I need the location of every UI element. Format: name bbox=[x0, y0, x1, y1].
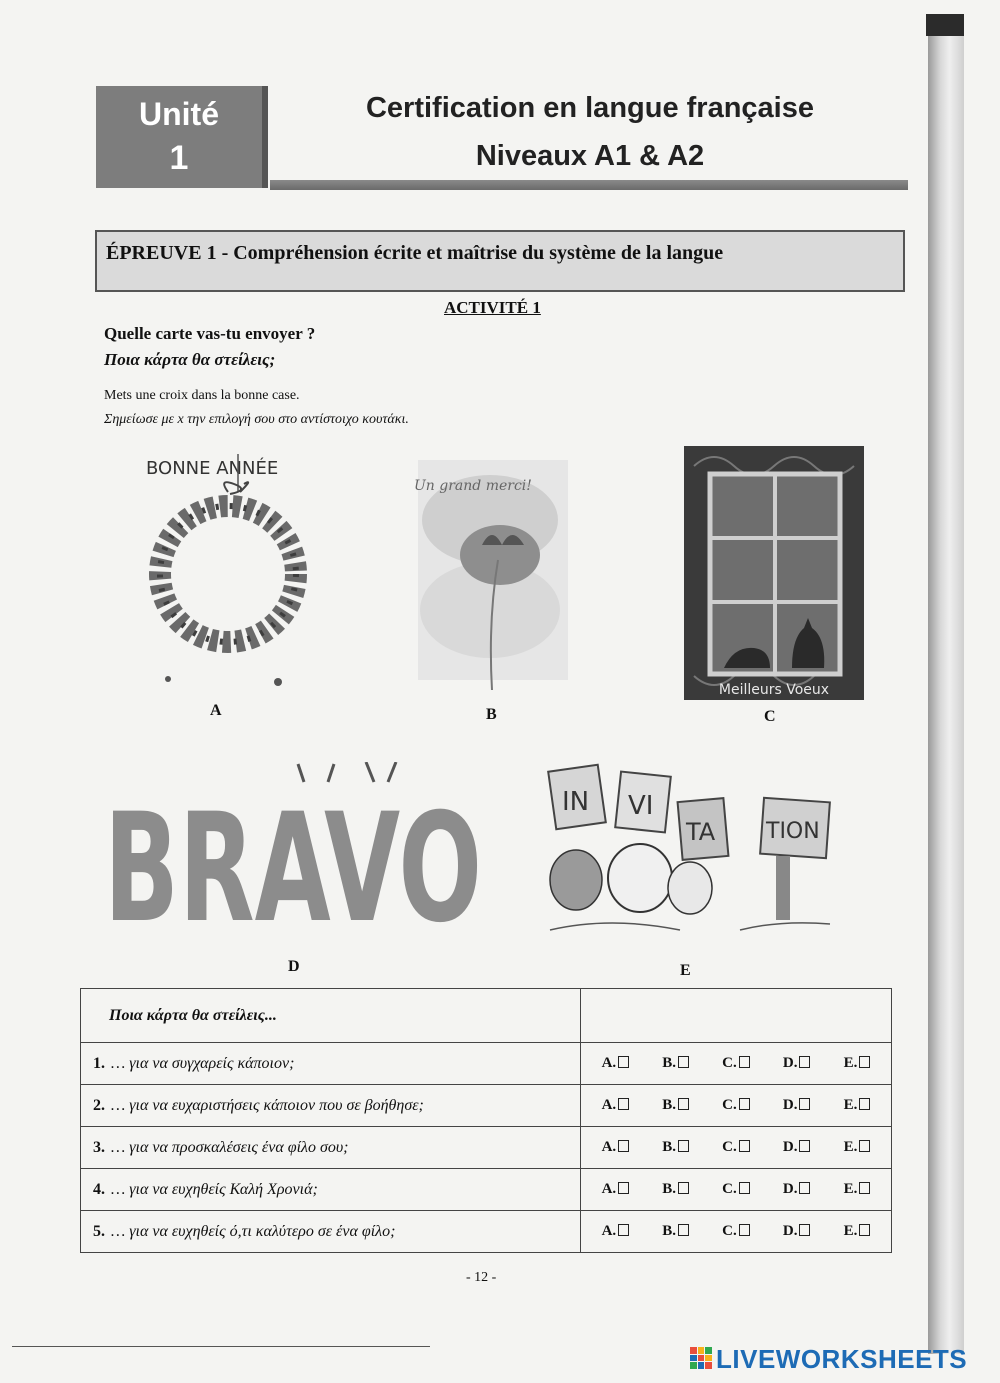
card-a-caption: BONNE ANNÉE bbox=[146, 458, 279, 479]
question-greek: Ποια κάρτα θα στείλεις; bbox=[104, 350, 276, 369]
card-e-part-2: VI bbox=[628, 791, 654, 821]
instruction-french: Mets une croix dans la bonne case. bbox=[104, 388, 300, 403]
option-c-checkbox[interactable]: C. bbox=[722, 1139, 750, 1156]
table-row bbox=[81, 1169, 892, 1211]
question-french: Quelle carte vas-tu envoyer ? bbox=[104, 324, 316, 343]
row-question: … για να προσκαλέσεις ένα φίλο σου; bbox=[111, 1138, 349, 1156]
unit-word: Unité bbox=[139, 96, 219, 132]
liveworksheets-brand[interactable]: LIVEWORKSHEETS bbox=[716, 1344, 968, 1374]
table-header-empty bbox=[581, 989, 892, 1043]
option-c-checkbox[interactable]: C. bbox=[722, 1181, 750, 1198]
question-cell bbox=[81, 1085, 581, 1127]
table-header: Ποια κάρτα θα στείλεις... bbox=[81, 989, 581, 1043]
title-rule bbox=[270, 180, 908, 190]
row-question: … για να ευχαριστήσεις κάποιον που σε βοήθησε; bbox=[111, 1096, 424, 1114]
table-row bbox=[81, 1085, 892, 1127]
card-d-image bbox=[104, 762, 484, 938]
option-a-checkbox[interactable]: A. bbox=[602, 1223, 630, 1240]
option-b-checkbox[interactable]: B. bbox=[662, 1055, 689, 1072]
option-d-checkbox[interactable]: D. bbox=[783, 1139, 811, 1156]
choice-cell bbox=[581, 1043, 892, 1085]
row-question: … για να συγχαρείς κάποιον; bbox=[111, 1054, 295, 1072]
option-c-checkbox[interactable]: C. bbox=[722, 1223, 750, 1240]
card-c-label: C bbox=[764, 708, 776, 725]
epreuve-title: ÉPREUVE 1 - Compréhension écrite et maîtrise du système de la langue bbox=[106, 242, 724, 264]
page-subtitle: Niveaux A1 & A2 bbox=[475, 140, 705, 172]
card-b-image bbox=[410, 450, 580, 690]
option-b-checkbox[interactable]: B. bbox=[662, 1181, 689, 1198]
choice-cell bbox=[581, 1169, 892, 1211]
scan-edge-top bbox=[926, 14, 964, 36]
row-question: … για να ευχηθείς ό,τι καλύτερο σε ένα φίλο; bbox=[111, 1222, 396, 1240]
card-b-label: B bbox=[486, 706, 497, 723]
option-e-checkbox[interactable]: E. bbox=[844, 1139, 871, 1156]
option-a-checkbox[interactable]: A. bbox=[602, 1181, 630, 1198]
card-b-caption: Un grand merci! bbox=[414, 478, 532, 494]
card-e-image bbox=[540, 760, 840, 940]
page-title: Certification en langue française bbox=[365, 92, 814, 124]
option-b-checkbox[interactable]: B. bbox=[662, 1139, 689, 1156]
liveworksheets-logo-icon bbox=[690, 1347, 712, 1369]
page-number: - 12 - bbox=[466, 1270, 497, 1285]
instruction-greek: Σημείωσε με x την επιλογή σου στο αντίστοιχο κουτάκι. bbox=[104, 412, 409, 427]
card-e-label: E bbox=[680, 962, 691, 979]
scan-edge bbox=[928, 14, 964, 1354]
table-header-row bbox=[81, 989, 892, 1043]
question-cell bbox=[81, 1043, 581, 1085]
option-d-checkbox[interactable]: D. bbox=[783, 1055, 811, 1072]
option-e-checkbox[interactable]: E. bbox=[844, 1055, 871, 1072]
table-row bbox=[81, 1043, 892, 1085]
option-c-checkbox[interactable]: C. bbox=[722, 1055, 750, 1072]
card-e-part-1: IN bbox=[562, 787, 590, 817]
option-e-checkbox[interactable]: E. bbox=[844, 1223, 871, 1240]
row-number: 3. bbox=[93, 1138, 105, 1156]
option-b-checkbox[interactable]: B. bbox=[662, 1223, 689, 1240]
question-cell bbox=[81, 1169, 581, 1211]
option-d-checkbox[interactable]: D. bbox=[783, 1097, 811, 1114]
card-d-label: D bbox=[288, 958, 300, 975]
option-d-checkbox[interactable]: D. bbox=[783, 1223, 811, 1240]
option-a-checkbox[interactable]: A. bbox=[602, 1097, 630, 1114]
unit-badge bbox=[96, 86, 268, 188]
card-e-part-4: TION bbox=[766, 819, 820, 844]
row-number: 1. bbox=[93, 1054, 105, 1072]
row-number: 5. bbox=[93, 1222, 105, 1240]
row-number: 2. bbox=[93, 1096, 105, 1114]
option-b-checkbox[interactable]: B. bbox=[662, 1097, 689, 1114]
option-d-checkbox[interactable]: D. bbox=[783, 1181, 811, 1198]
option-e-checkbox[interactable]: E. bbox=[844, 1181, 871, 1198]
question-cell bbox=[81, 1127, 581, 1169]
table-row bbox=[81, 1211, 892, 1253]
option-c-checkbox[interactable]: C. bbox=[722, 1097, 750, 1114]
card-d-caption: BRAVO bbox=[104, 782, 482, 938]
answer-table bbox=[80, 988, 892, 1253]
option-a-checkbox[interactable]: A. bbox=[602, 1139, 630, 1156]
option-a-checkbox[interactable]: A. bbox=[602, 1055, 630, 1072]
footer-rule bbox=[12, 1346, 430, 1347]
unit-number: 1 bbox=[169, 139, 189, 177]
option-e-checkbox[interactable]: E. bbox=[844, 1097, 871, 1114]
card-a-label: A bbox=[210, 702, 222, 719]
table-row bbox=[81, 1127, 892, 1169]
choice-cell bbox=[581, 1127, 892, 1169]
card-e-part-3: TA bbox=[686, 818, 716, 846]
card-c-caption: Meilleurs Voeux bbox=[718, 682, 830, 698]
card-a-image bbox=[128, 444, 328, 694]
question-cell bbox=[81, 1211, 581, 1253]
choice-cell bbox=[581, 1085, 892, 1127]
row-number: 4. bbox=[93, 1180, 105, 1198]
choice-cell bbox=[581, 1211, 892, 1253]
row-question: … για να ευχηθείς Καλή Χρονιά; bbox=[111, 1180, 318, 1198]
activity-title: ACTIVITÉ 1 bbox=[444, 298, 541, 317]
card-c-image bbox=[684, 446, 864, 700]
